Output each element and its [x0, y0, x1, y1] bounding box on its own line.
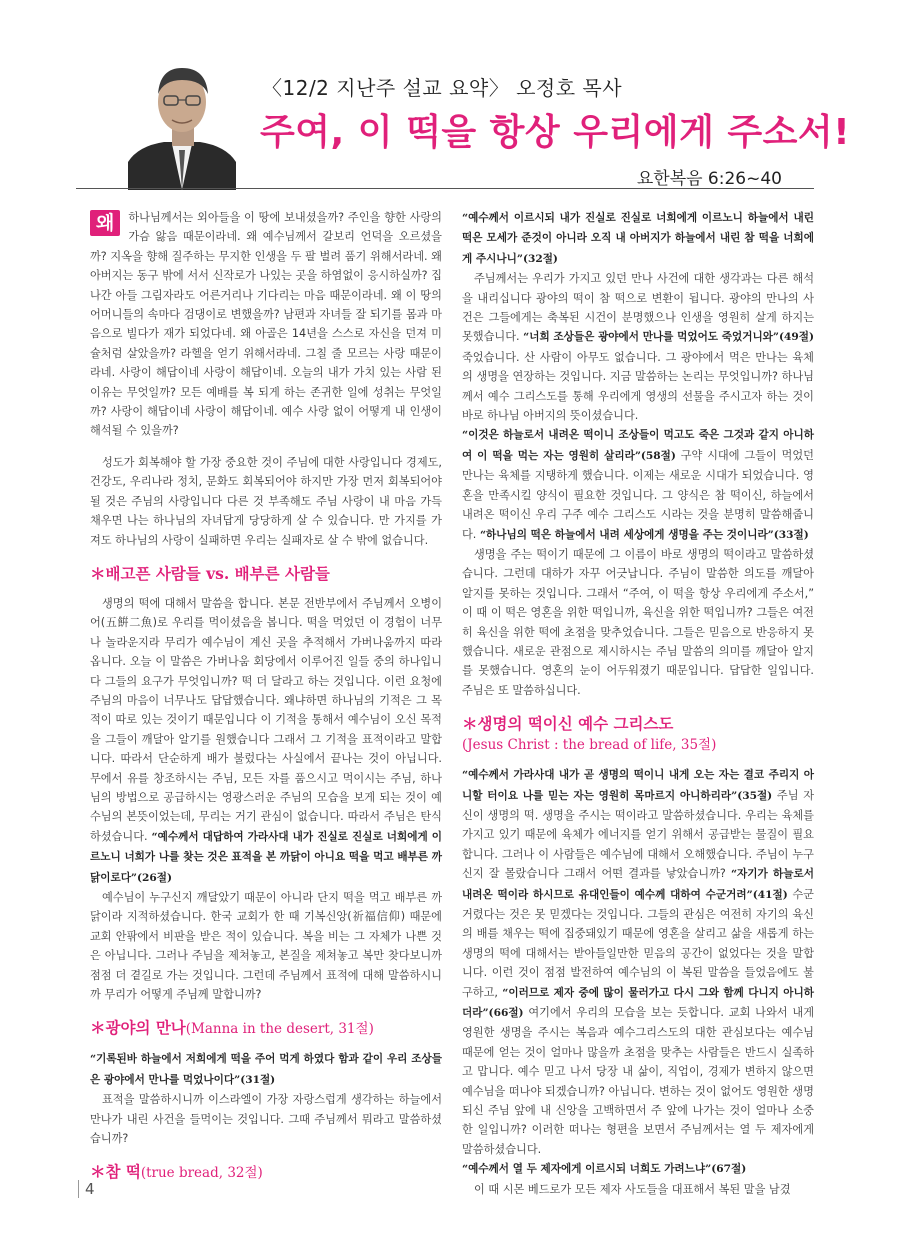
paragraph: 성도가 회복해야 할 가장 중요한 것이 주님에 대한 사랑입니다 경제도, 건강도, 우리나라 정치, 문화도 회복되어야 하지만 가장 먼저 회복되어야 될 것은 주님의 사랑입니다 다른 것 부족해도 주님 사랑이 내 마음 가득 채우면 나는 하나님의 자녀답게 당당하게 살 수 있습니다. 만 가지를 가져도 하나님의 사랑이 실패하면 우리는 실패자로 살 수 밖에 없습니다. [90, 455, 442, 547]
scripture-quote: “너희 조상들은 광야에서 만나를 먹었어도 죽었거니와”(49절) [523, 331, 815, 344]
paragraph: 표적을 말씀하시니까 이스라엘이 가장 자랑스럽게 생각하는 하늘에서 만나가 내린 사건을 들먹이는 것입니다. 그때 주님께서 뭐라고 말씀하셨습니까? [90, 1093, 442, 1146]
scripture-quote: “이것은 하늘로서 내려온 떡이니 조상들이 먹고도 죽은 그것과 같지 아니하여 이 떡을 먹는 자는 영원히 살리라”(58절) 구약 시대에 그들이 먹었던 만나는 육체를 지탱하게 했습니다. 이제는 새로운 시대가 되었습니다. 영혼을 만족시킬 양식이 필요한 것입니다. 그 양식은 참 떡이신, 하늘에서 내려온 떡이신 우리 구주 예수 그리스도 시라는 것을 분명히 말씀해줍니다. “하나님의 떡은 하늘에서 내려 세상에게 생명을 주는 것이니라”(33절) [462, 429, 814, 541]
drop-cap: 왜 [90, 210, 120, 236]
scripture-quote: “예수께서 가라사대 내가 곧 생명의 떡이니 내게 오는 자는 결코 주리지 아니할 터이요 나를 믿는 자는 영원히 목마르지 아니하리라”(35절) 주님 자신이 생명의 떡. 생명을 주시는 떡이라고 말씀하셨습니다. 우리는 육체를 가지고 있기 때문에 육체가 에너지를 얻기 위해서 공급받는 물질이 필요합니다. 그러나 이 사람들은 예수님에 대해서 오해했습니다. 주님이 누구신지 잘 몰랐습니다 그래서 어떤 결과를 낳았습니까? “자기가 하늘로서 내려온 떡이라 하시므로 유대인들이 예수께 대하여 수군거려”(41절) 수군거렸다는 것은 못 믿겠다는 것입니다. 그들의 관심은 여전히 자기의 육신의 배를 채우는 떡에 집중돼있기 때문에 영혼을 살리고 삶을 새롭게 하는 생명의 떡에 대해서는 받아들일만한 믿음의 공간이 없었다는 것을 말합니다. 이런 것이 점점 발전하여 예수님의 이 복된 말씀을 들었음에도 불구하고, “이러므로 제자 중에 많이 물러가고 다시 그와 함께 다니지 아니하더라”(66절) 여기에서 우리의 모습을 보는 듯합니다. 교회 나와서 내게 영원한 생명을 주시는 복음과 예수그리스도의 대한 관심보다는 예수님 때문에 얻는 것이 얼마나 많을까 초점을 맞추는 사람들은 반드시 실족하고 맙니다. 예수 믿고 나서 당장 내 삶이, 직업이, 경제가 변하지 않으면 예수님을 떠나야 되겠습니까? 아닙니다. 변하는 것이 없어도 영원한 생명 되신 주님 앞에 내 신앙을 고백하면서 주 앞에 나가는 것이 얼마나 소중한 일입니까? 이러한 떠나는 형편을 보면서 주님께서는 열 두 제자에게 말씀하셨습니다. [462, 769, 815, 1156]
section-heading [462, 714, 814, 755]
section-heading-en: (Manna in the desert, 31절) [185, 1021, 374, 1038]
section-heading-ko: ＊광야의 만나 [90, 1018, 186, 1038]
page-number: 4 [78, 1180, 95, 1198]
sermon-header [260, 72, 851, 189]
paragraph-text: 생명의 떡에 대해서 말씀을 합니다. 본문 전반부에서 주님께서 오병이어(五餠二魚)로 우리를 먹이셨음을 봅니다. 떡을 먹었던 이 경험이 너무나 놀라운지라 무리가 예수님이 계신 곳을 추적해서 가버나움까지 따라옵니다. 오늘 이 말씀은 가버나움 회당에서 이루어진 일들 중의 하나입니다 그들의 요구가 무엇입니까? 떡 더 달라고 하는 것입니다. 이런 요청에 주님의 마음이 너무나도 답답했습니다. 왜냐하면 하나님의 기적은 그 목적이 따로 있는 것이기 때문입니다 이 기적을 통해서 예수님이 오신 목적을 그들이 깨달아 알기를 원했습니다 그래서 그 기적을 표적이라고 말합니다. 따라서 단순하게 배가 불렀다는 사실에서 끝나는 것이 아닙니다. 무에서 유를 창조하시는 주님, 모든 자를 품으시고 먹이시는 주님, 하나님의 방법으로 공급하시는 영광스러운 주님의 모습을 보게 되는 것이 예수님의 본뜻이었는데, 무리는 거기 관심이 없습니다. 따라서 주님은 탄식하셨습니다. [90, 596, 442, 843]
left-column [90, 208, 442, 1193]
paragraph: 이 때 시몬 베드로가 모든 제자 사도들을 대표해서 복된 말을 남겼 [474, 1182, 791, 1196]
section-heading-ko: ＊생명의 떡이신 예수 그리스도 [462, 714, 674, 734]
section-heading [90, 1162, 442, 1183]
scripture-quote: “예수께서 열 두 제자에게 이르시되 너희도 가려느냐”(67절) [462, 1163, 747, 1176]
paragraph: 예수님이 누구신지 깨달았기 때문이 아니라 단지 떡을 먹고 배부른 까닭이라 지적하셨습니다. 한국 교회가 한 때 기복신앙(祈福信仰) 때문에 교회 안팎에서 비판을 받은 적이 있습니다. 복을 비는 그 자체가 나쁜 것은 아닙니다. 그러나 주님을 제쳐놓고, 본질을 제쳐놓고 복만 찾다보니까 점점 더 곁길로 가는 것입니다. 그런데 주님께서 표적에 대해 말씀하시니까 무리가 어떻게 주님께 말합니까? [90, 891, 442, 1002]
paragraph: 생명을 주는 떡이기 때문에 그 이름이 바로 생명의 떡이라고 말씀하셨습니다. 그런데 대하가 자꾸 어긋납니다. 주님이 말씀한 의도를 깨달아 알지를 못하는 것입니다. 그래서 “주여, 이 떡을 항상 우리에게 주소서,” 이 때 이 떡은 영혼을 위한 떡입니까, 육신을 위한 떡입니까? 그들은 여전히 육신을 위한 떡에 초점을 맞추었습니다. 그들은 믿음으로 반응하지 못했습니다. 새로운 관점으로 제시하시는 주님 말씀의 의미를 깨달아 알지를 못했습니다. 영혼의 눈이 어두워졌기 때문입니다. 답답한 일입니다. 주님은 또 말씀하십니다. [462, 547, 814, 697]
paragraph [90, 594, 442, 888]
scripture-quote: “예수께서 대답하여 가라사대 내가 진실로 진실로 너희에게 이르노니 너희가 나를 찾는 것은 표적을 본 까닭이 아니요 떡을 먹고 배부른 까닭이로다”(26절) [90, 830, 443, 884]
scripture-quote: “예수께서 이르시되 내가 진실로 진실로 너희에게 이르노니 하늘에서 내린 떡은 모세가 준것이 아니라 오직 내 아버지가 하늘에서 내린 참 떡을 너희에게 주시나니”(32절) [462, 212, 814, 265]
section-heading-ko: ＊참 떡 [90, 1162, 141, 1182]
intro-text: 하나님께서는 외아들을 이 땅에 보내셨을까? 주인을 향한 사랑의 가슴 앓음 때문이라네. 왜 예수님께서 갈보리 언덕을 오르셨을까? 지옥을 향해 질주하는 무지한 인생을 두 팔 벌려 품기 위해서라네. 왜 아버지는 동구 밖에 서서 신작로가 나있는 곳을 하염없이 응시하실까? 집 나간 아들 그림자라도 어른거리나 기다리는 마음 때문이라네. 왜 이 땅의 어머니들의 속마다 검댕이로 변했을까? 남편과 자녀들 잘 되기를 몸과 마음으로 빌다가 재가 되었다네. 왜 아골은 14년을 스스로 자신을 던져 미슐처럼 살았을까? 라헬을 얻기 위해서라네. 그칠 줄 모르는 사랑 때문이라네. 사랑이 해답이네 사랑이 해답이네. 오늘의 내가 가치 있는 사람 된 이유는 무엇일까? 모든 예배를 복 되게 하는 존귀한 일에 성취는 무엇일까? 사랑이 해답이네 사랑이 해답이네. 예수 사랑 없이 어떻게 내 인생이 해석될 수 있을까? [90, 211, 442, 438]
intro-paragraph [90, 208, 442, 441]
right-column [462, 208, 814, 1199]
paragraph: 주님께서는 우리가 가지고 있던 만나 사건에 대한 생각과는 다른 해석을 내리십니다 광야의 떡이 참 떡으로 변환이 됩니다. 광야의 만나의 사건은 그들에게는 축복된 시건이 분명했으나 인생을 영원히 살게 하지는 못했습니다. “너희 조상들은 광야에서 만나를 먹었어도 죽었거니와”(49절) 죽었습니다. 산 사람이 아무도 없습니다. 그 광야에서 먹은 만나는 육체의 생명을 연장하는 것입니다. 지금 말씀하는 논리는 무엇입니까? 하나님께서 예수 그리스도를 통해 우리에게 영생의 선물을 주시고자 하는 것이 바로 하나님 아버지의 뜻이셨습니다. [462, 272, 815, 423]
pastor-photo [128, 50, 236, 190]
scripture-reference: 요한복음 6:26~40 [636, 169, 782, 189]
header-divider [76, 188, 814, 189]
sermon-subtitle: 〈12/2 지난주 설교 요약〉 오정호 목사 [262, 76, 623, 100]
section-heading-en: (Jesus Christ : the bread of life, 35절) [462, 737, 717, 754]
section-heading: ＊배고픈 사람들 vs. 배부른 사람들 [90, 563, 330, 583]
section-heading [90, 1018, 442, 1039]
section-heading-en: (true bread, 32절) [140, 1165, 263, 1182]
sermon-title: 주여, 이 떡을 항상 우리에게 주소서! [260, 112, 851, 153]
scripture-quote: “기록된바 하늘에서 저희에게 떡을 주어 먹게 하였다 함과 같이 우리 조상들은 광야에서 만나를 먹었나이다”(31절) [90, 1053, 442, 1086]
